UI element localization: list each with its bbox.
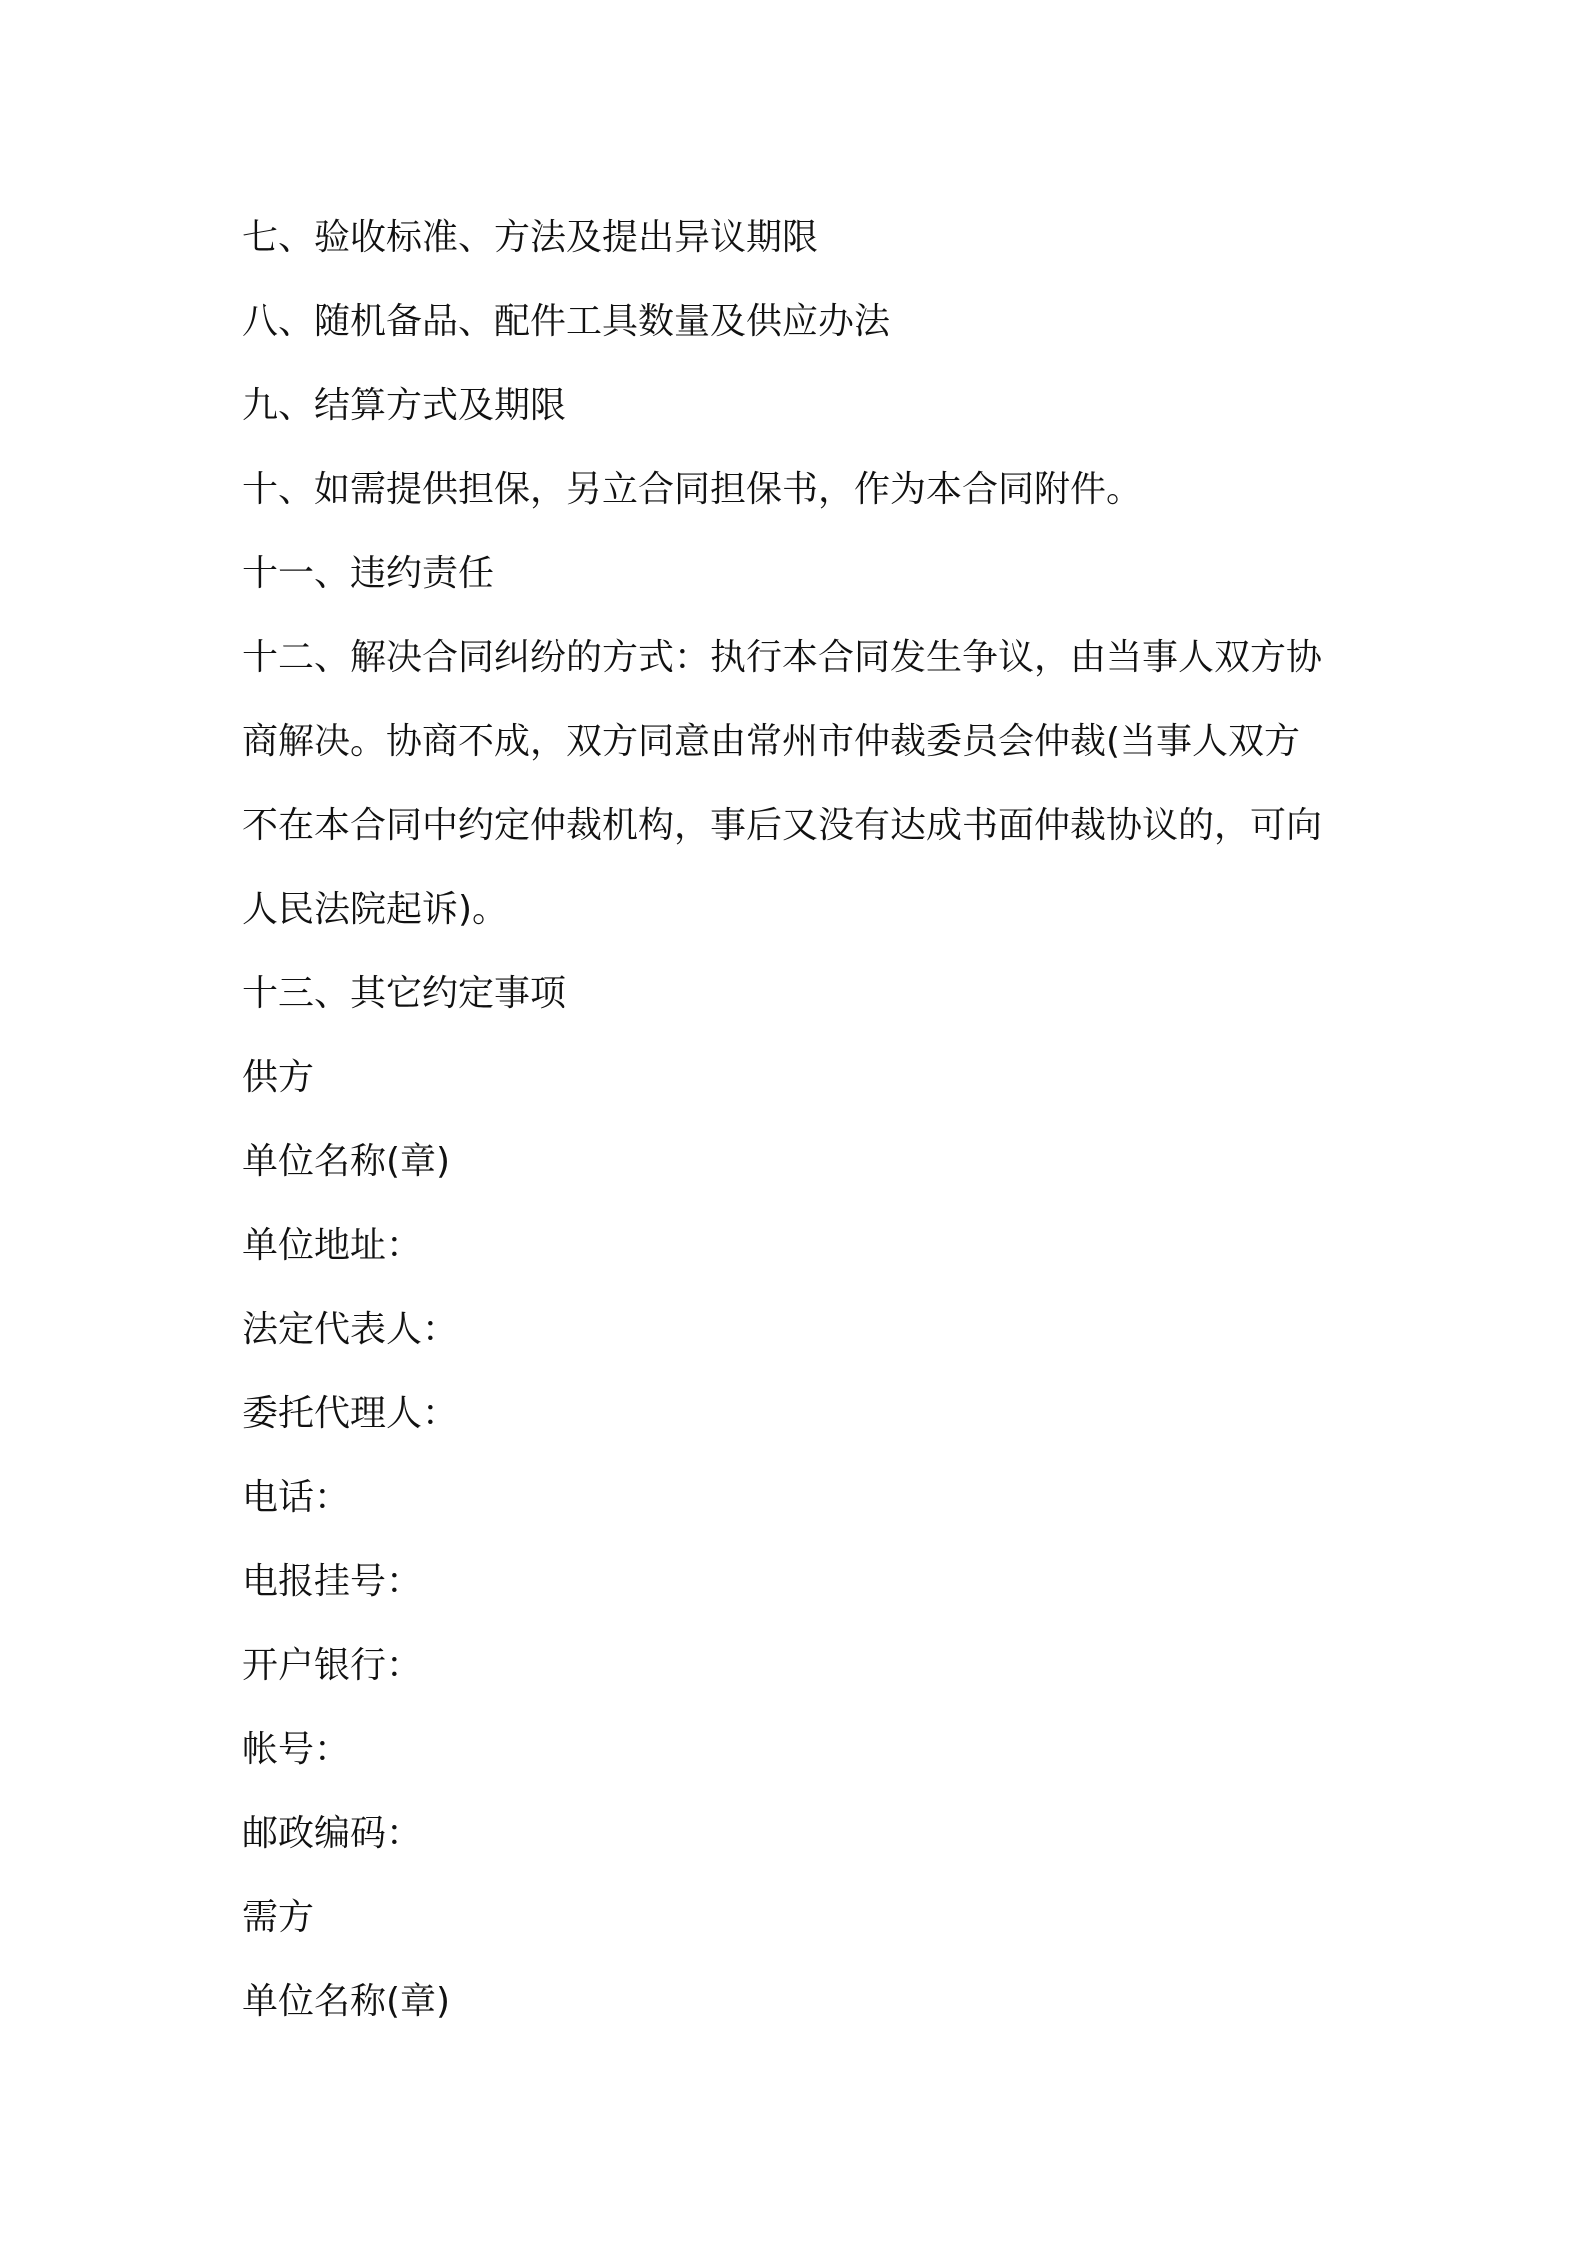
clause-12-dispute-line-4: 人民法院起诉)。 — [242, 889, 509, 930]
clause-10-guarantee: 十、如需提供担保，另立合同担保书，作为本合同附件。 — [242, 469, 1143, 510]
document-body — [242, 196, 1362, 2044]
supplier-telegraph-field: 电报挂号： — [242, 1561, 423, 1602]
buyer-unit-name-field: 单位名称(章) — [242, 1981, 451, 2022]
clause-13-other-matters: 十三、其它约定事项 — [242, 973, 567, 1014]
supplier-unit-address-field: 单位地址： — [242, 1225, 423, 1266]
clause-9-settlement: 九、结算方式及期限 — [242, 385, 567, 426]
supplier-authorized-agent-field: 委托代理人： — [242, 1393, 459, 1434]
supplier-account-field: 帐号： — [242, 1729, 351, 1770]
clause-8-spare-parts: 八、随机备品、配件工具数量及供应办法 — [242, 301, 891, 342]
supplier-heading: 供方 — [242, 1057, 315, 1098]
clause-12-dispute-line-2: 商解决。协商不成，双方同意由常州市仲裁委员会仲裁(当事人双方 — [242, 721, 1301, 762]
supplier-legal-representative-field: 法定代表人： — [242, 1309, 459, 1350]
buyer-heading: 需方 — [242, 1897, 315, 1938]
supplier-bank-field: 开户银行： — [242, 1645, 423, 1686]
clause-7-acceptance: 七、验收标准、方法及提出异议期限 — [242, 217, 819, 258]
clause-11-liability: 十一、违约责任 — [242, 553, 495, 594]
supplier-postcode-field: 邮政编码： — [242, 1813, 423, 1854]
supplier-phone-field: 电话： — [242, 1477, 351, 1518]
clause-12-dispute-line-3: 不在本合同中约定仲裁机构，事后又没有达成书面仲裁协议的，可向 — [242, 805, 1323, 846]
supplier-unit-name-field: 单位名称(章) — [242, 1141, 451, 1182]
clause-12-dispute-line-1: 十二、解决合同纠纷的方式：执行本合同发生争议，由当事人双方协 — [242, 637, 1323, 678]
